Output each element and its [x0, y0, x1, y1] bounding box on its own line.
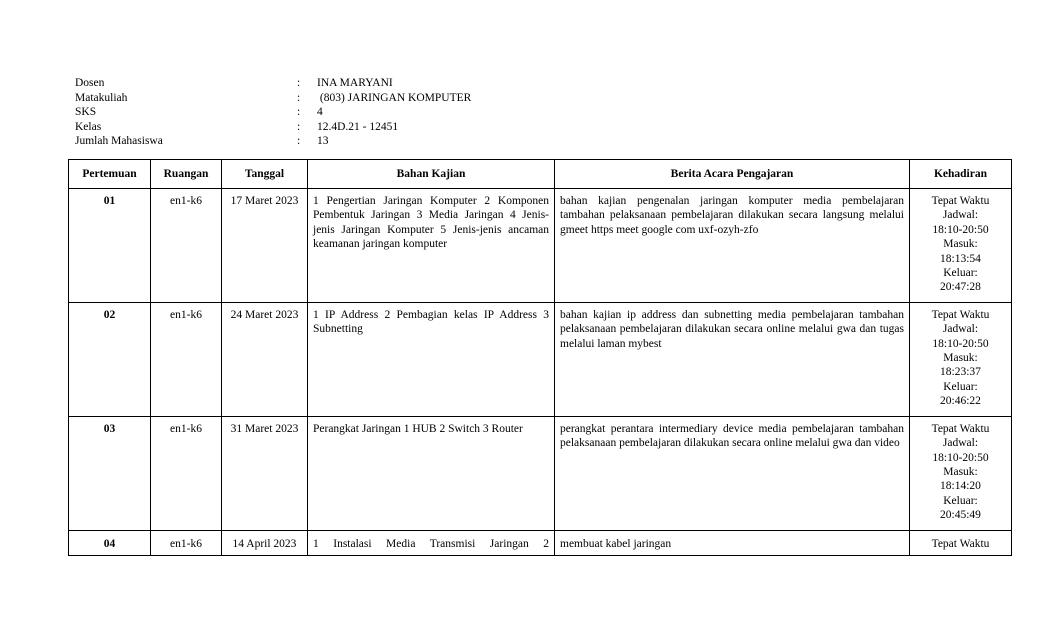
attendance-status: Tepat Waktu [931, 308, 990, 321]
info-row-jumlah-mahasiswa [75, 134, 471, 149]
info-row-matakuliah [75, 91, 471, 106]
attendance-masuk-label: Masuk: [943, 352, 978, 365]
attendance-jadwal-label: Jadwal: [942, 437, 979, 450]
cell-kehadiran [910, 530, 1012, 555]
cell-tanggal: 24 Maret 2023 [222, 302, 308, 416]
attendance-masuk-label: Masuk: [943, 238, 978, 251]
attendance-keluar: 20:45:49 [940, 509, 981, 522]
cell-pertemuan: 03 [69, 416, 151, 530]
cell-ruangan: en1-k6 [151, 302, 222, 416]
cell-ruangan: en1-k6 [151, 416, 222, 530]
cell-pertemuan: 04 [69, 530, 151, 555]
header-bahan-kajian: Bahan Kajian [308, 160, 555, 189]
info-value: (803) JARINGAN KOMPUTER [317, 91, 472, 104]
attendance-table [68, 159, 1012, 556]
cell-pertemuan: 02 [69, 302, 151, 416]
cell-kehadiran [910, 416, 1012, 530]
info-value: 13 [317, 135, 329, 148]
header-berita-acara: Berita Acara Pengajaran [555, 160, 910, 189]
info-label: SKS [75, 106, 97, 119]
table-row [69, 416, 1012, 530]
info-colon: : [297, 106, 301, 119]
info-row-kelas [75, 120, 471, 135]
attendance-jadwal: 18:10-20:50 [932, 223, 989, 236]
header-pertemuan: Pertemuan [69, 160, 151, 189]
attendance-masuk: 18:14:20 [940, 480, 981, 493]
cell-pertemuan: 01 [69, 189, 151, 303]
info-label: Jumlah Mahasiswa [75, 135, 163, 148]
attendance-keluar-label: Keluar: [943, 494, 978, 507]
cell-berita-acara: bahan kajian pengenalan jaringan komputer media pembelajaran tambahan pelaksanaan pembelajaran dilakukan secara langsung melalui gmeet https meet google com uxf-ozyh-zfo [555, 189, 910, 303]
cell-kehadiran [910, 189, 1012, 303]
cell-berita-acara: perangkat perantara intermediary device media pembelajaran tambahan pelaksanaan pembelajaran dilakukan secara online melalui gwa dan video [555, 416, 910, 530]
attendance-keluar: 20:47:28 [940, 281, 981, 294]
attendance-keluar-label: Keluar: [943, 380, 978, 393]
attendance-jadwal: 18:10-20:50 [932, 337, 989, 350]
cell-berita-acara: bahan kajian ip address dan subnetting media pembelajaran tambahan pelaksanaan pembelajaran dilakukan secara online melalui gwa dan tugas melalui laman mybest [555, 302, 910, 416]
attendance-masuk: 18:13:54 [940, 252, 981, 265]
info-colon: : [297, 91, 301, 104]
cell-tanggal: 17 Maret 2023 [222, 189, 308, 303]
attendance-jadwal-label: Jadwal: [942, 323, 979, 336]
info-colon: : [297, 77, 301, 89]
info-row-dosen [75, 76, 471, 91]
cell-tanggal: 14 April 2023 [222, 530, 308, 555]
header-tanggal: Tanggal [222, 160, 308, 189]
header-ruangan: Ruangan [151, 160, 222, 189]
cell-tanggal: 31 Maret 2023 [222, 416, 308, 530]
attendance-status: Tepat Waktu [931, 195, 990, 207]
table-row [69, 530, 1012, 555]
cell-ruangan: en1-k6 [151, 530, 222, 555]
table-row [69, 189, 1012, 303]
cell-kehadiran [910, 302, 1012, 416]
info-value: 12.4D.21 - 12451 [317, 120, 399, 133]
cell-berita-acara: membuat kabel jaringan [555, 530, 910, 555]
info-colon: : [297, 135, 301, 148]
cell-bahan-kajian [308, 530, 555, 555]
cell-bahan-kajian: 1 Pengertian Jaringan Komputer 2 Komponen Pembentuk Jaringan 3 Media Jaringan 4 Jenis-jenis Jaringan Komputer 5 Jenis-jenis ancaman keamanan jaringan komputer [308, 189, 555, 303]
cell-ruangan: en1-k6 [151, 189, 222, 303]
attendance-masuk-label: Masuk: [943, 465, 978, 478]
attendance-masuk: 18:23:37 [940, 366, 981, 379]
info-label: Matakuliah [75, 91, 128, 104]
info-colon: : [297, 120, 301, 133]
attendance-status: Tepat Waktu [931, 537, 990, 550]
info-label: Dosen [75, 77, 105, 89]
course-info [75, 76, 471, 149]
info-row-sks [75, 105, 471, 120]
info-value: INA MARYANI [317, 77, 393, 89]
info-value: 4 [317, 106, 323, 119]
cell-bahan-kajian: Perangkat Jaringan 1 HUB 2 Switch 3 Router [308, 416, 555, 530]
attendance-jadwal: 18:10-20:50 [932, 451, 989, 464]
attendance-status: Tepat Waktu [931, 422, 990, 435]
attendance-keluar: 20:46:22 [940, 395, 981, 408]
table-row [69, 302, 1012, 416]
table-header-row [69, 160, 1012, 189]
cell-bahan-kajian-text: 1 Instalasi Media Transmisi Jaringan 2 [313, 537, 549, 550]
attendance-keluar-label: Keluar: [943, 267, 978, 280]
attendance-jadwal-label: Jadwal: [942, 209, 979, 222]
info-label: Kelas [75, 120, 102, 133]
cell-bahan-kajian: 1 IP Address 2 Pembagian kelas IP Address 3 Subnetting [308, 302, 555, 416]
header-kehadiran: Kehadiran [910, 160, 1012, 189]
